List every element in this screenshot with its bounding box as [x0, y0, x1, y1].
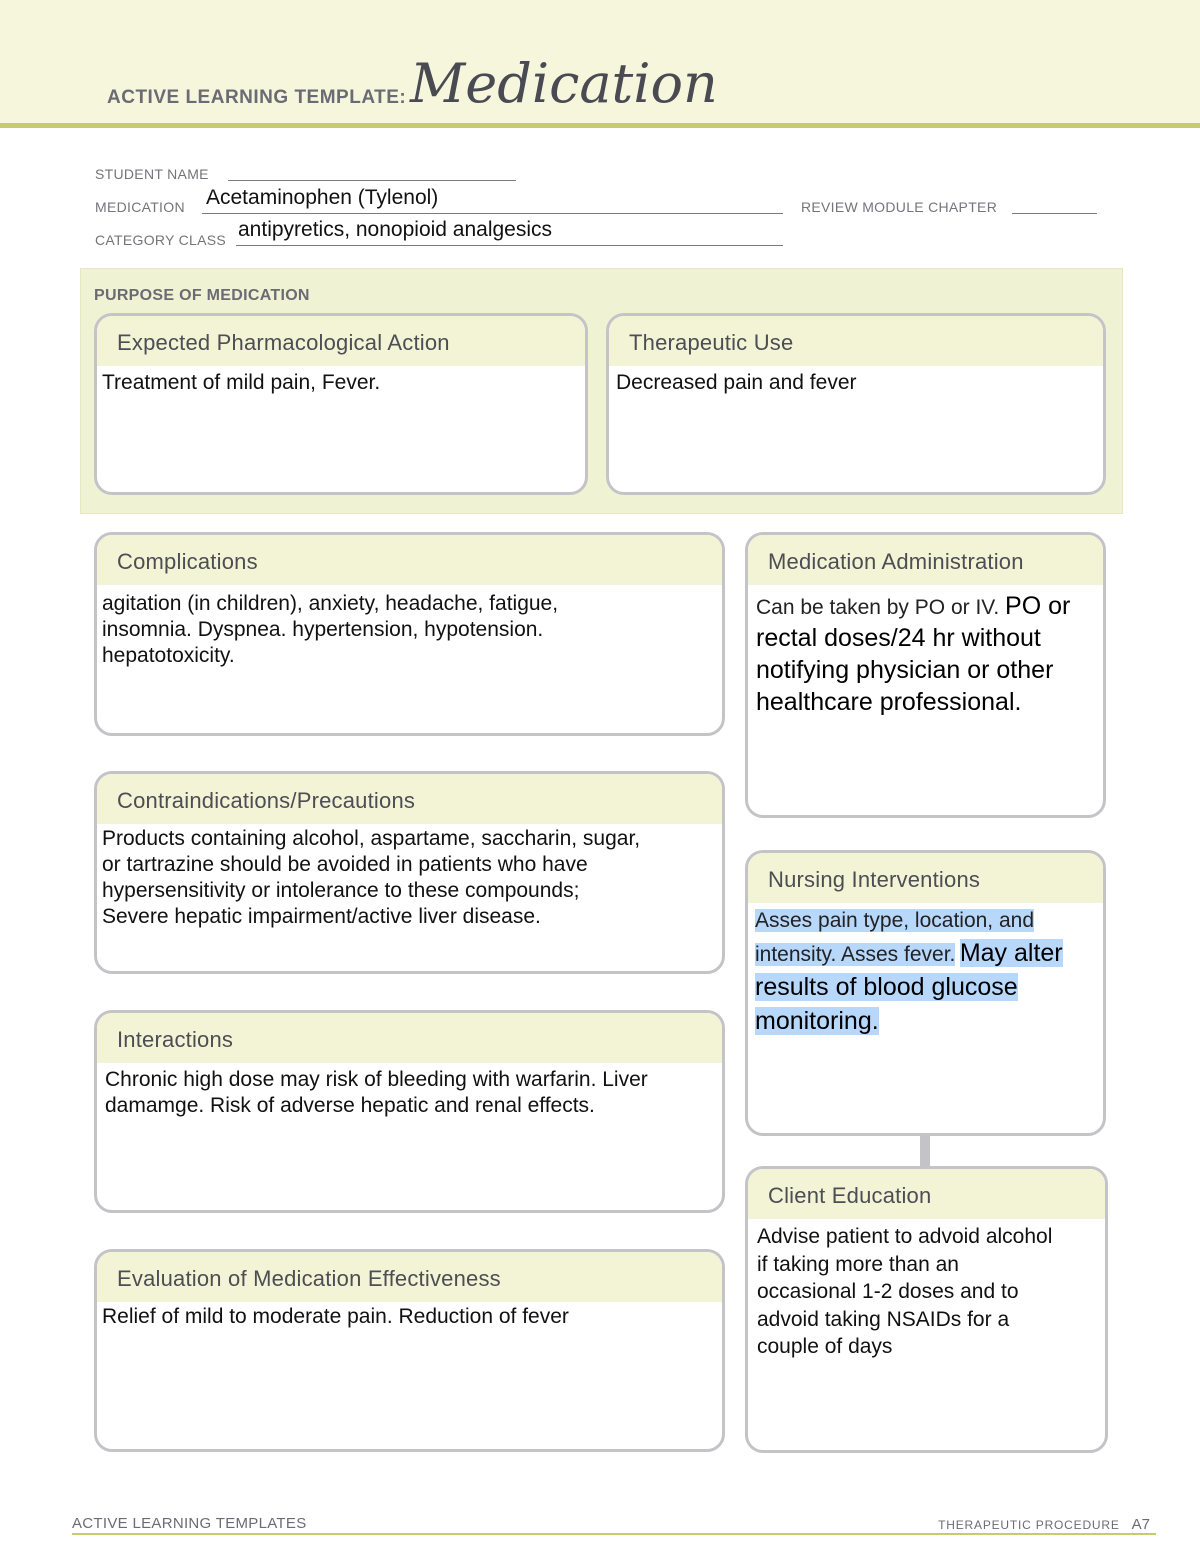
medication-value: Acetaminophen (Tylenol): [206, 186, 439, 209]
therapeutic-use-text[interactable]: Decreased pain and fever: [616, 371, 857, 394]
therapeutic-use-heading: Therapeutic Use: [609, 316, 1103, 366]
evaluation-box: [94, 1249, 725, 1452]
medication-field[interactable]: [202, 213, 783, 214]
category-class-label: CATEGORY CLASS: [95, 232, 227, 248]
evaluation-text[interactable]: Relief of mild to moderate pain. Reduction of fever: [102, 1305, 569, 1328]
student-name-field[interactable]: [228, 180, 516, 181]
footer-rule: [72, 1533, 1156, 1535]
evaluation-heading: Evaluation of Medication Effectiveness: [97, 1252, 722, 1302]
footer-section: THERAPEUTIC PROCEDURE: [938, 1518, 1120, 1532]
client-education-heading: Client Education: [748, 1169, 1105, 1219]
contraindications-heading: Contraindications/Precautions: [97, 774, 722, 824]
student-name-label: STUDENT NAME: [95, 166, 209, 182]
nursing-interventions-heading: Nursing Interventions: [748, 853, 1103, 903]
interactions-heading: Interactions: [97, 1013, 722, 1063]
category-class-field[interactable]: [236, 245, 783, 246]
complications-heading: Complications: [97, 535, 722, 585]
medication-administration-box: [745, 532, 1106, 818]
purpose-title: PURPOSE OF MEDICATION: [94, 287, 310, 304]
contraindications-box: [94, 771, 725, 974]
complications-box: [94, 532, 725, 736]
interactions-box: [94, 1010, 725, 1213]
footer-right: [938, 1516, 1150, 1533]
review-module-field[interactable]: [1012, 213, 1097, 214]
medication-label: MEDICATION: [95, 199, 185, 215]
nursing-interventions-box: [745, 850, 1106, 1136]
nursing-interventions-text-small: Asses pain type, location, and intensity. Asses fever.: [755, 909, 1035, 966]
nursing-interventions-text-large: May alter results of blood glucose monitoring.: [755, 939, 1063, 1035]
header-rule: [0, 123, 1200, 128]
client-education-box: [745, 1166, 1108, 1453]
nursing-interventions-text[interactable]: [748, 903, 1103, 1040]
expected-action-box: [94, 313, 588, 495]
medication-administration-text[interactable]: [748, 585, 1103, 719]
page-number: A7: [1131, 1516, 1150, 1533]
contraindications-text[interactable]: Products containing alcohol, aspartame, saccharin, sugar, or tartrazine should be avoided in patients who have hypersensitivity or intolerance to these compounds; Severe hepatic impairment/active liver disease.: [102, 827, 641, 928]
complications-text[interactable]: agitation (in children), anxiety, headache, fatigue, insomnia. Dyspnea. hypertension, hypotension. hepatotoxicity.: [102, 592, 559, 667]
review-module-label: REVIEW MODULE CHAPTER: [801, 199, 998, 215]
expected-action-text[interactable]: Treatment of mild pain, Fever.: [102, 371, 381, 394]
expected-action-heading: Expected Pharmacological Action: [97, 316, 585, 366]
medication-administration-text-large: PO or rectal doses/24 hr without notifying physician or other healthcare professional.: [756, 592, 1071, 716]
box-connector: [920, 1135, 930, 1166]
category-class-value: antipyretics, nonopioid analgesics: [238, 218, 553, 241]
interactions-text[interactable]: Chronic high dose may risk of bleeding with warfarin. Liver damamge. Risk of adverse hepatic and renal effects.: [105, 1068, 648, 1117]
client-education-text[interactable]: Advise patient to advoid alcohol if taking more than an occasional 1-2 doses and to advoid taking NSAIDs for a couple of days: [757, 1225, 1053, 1358]
medication-administration-text-small: Can be taken by PO or IV.: [756, 596, 1000, 619]
page-title: Medication: [410, 52, 718, 115]
footer-left: ACTIVE LEARNING TEMPLATES: [72, 1515, 307, 1532]
template-label: ACTIVE LEARNING TEMPLATE:: [107, 87, 407, 108]
medication-administration-heading: Medication Administration: [748, 535, 1103, 585]
therapeutic-use-box: [606, 313, 1106, 495]
